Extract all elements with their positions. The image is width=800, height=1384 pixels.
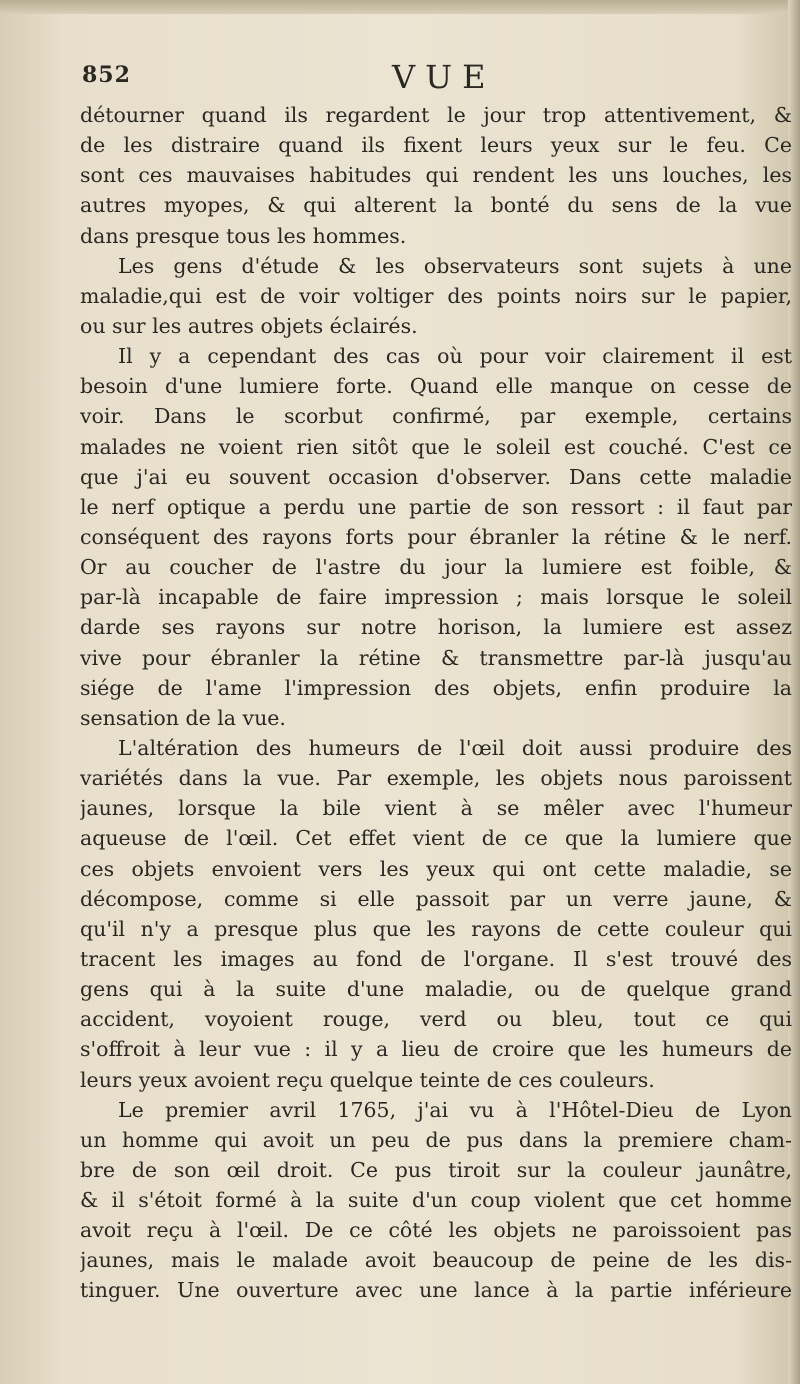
paragraph bbox=[80, 341, 792, 733]
text-line: tracent les images au fond de l'organe. Il s'est trouvé des bbox=[80, 946, 792, 971]
text-line: Les gens d'étude & les observateurs sont sujets à une bbox=[118, 253, 792, 278]
text-line: darde ses rayons sur notre horison, la lumiere est assez bbox=[80, 615, 792, 640]
text-line: un homme qui avoit un peu de pus dans la premiere cham- bbox=[80, 1127, 792, 1152]
text-line: qu'il n'y a presque plus que les rayons de cette couleur qui bbox=[80, 916, 792, 941]
paragraph bbox=[80, 251, 792, 341]
text-line: autres myopes, & qui alterent la bonté du sens de la vue bbox=[80, 193, 792, 218]
text-line: tinguer. Une ouverture avec une lance à la partie inférieure bbox=[80, 1278, 792, 1303]
text-line: s'offroit à leur vue : il y a lieu de croire que les humeurs de bbox=[80, 1037, 792, 1062]
text-line: dans presque tous les hommes. bbox=[80, 223, 407, 248]
text-line: aqueuse de l'œil. Cet effet vient de ce que la lumiere que bbox=[80, 826, 792, 851]
text-line: leurs yeux avoient reçu quelque teinte de ces couleurs. bbox=[80, 1067, 655, 1092]
text-line: variétés dans la vue. Par exemple, les objets nous paroissent bbox=[80, 766, 792, 791]
body-text bbox=[80, 100, 792, 1306]
text-line: que j'ai eu souvent occasion d'observer. Dans cette maladie bbox=[80, 464, 792, 489]
text-line: sensation de la vue. bbox=[80, 705, 286, 730]
paragraph bbox=[80, 733, 792, 1095]
text-line: jaunes, mais le malade avoit beaucoup de peine de les dis- bbox=[80, 1248, 792, 1273]
page-header bbox=[82, 58, 782, 98]
text-line: bre de son œil droit. Ce pus tiroit sur la couleur jaunâtre, bbox=[80, 1157, 792, 1182]
text-line: ou sur les autres objets éclairés. bbox=[80, 313, 418, 338]
page-top-edge bbox=[0, 0, 800, 14]
text-line: décompose, comme si elle passoit par un verre jaune, & bbox=[80, 886, 792, 911]
text-line: détourner quand ils regardent le jour trop attentivement, & bbox=[80, 103, 792, 127]
paragraph bbox=[80, 100, 792, 251]
text-line: Or au coucher de l'astre du jour la lumiere est foible, & bbox=[80, 555, 792, 580]
paragraph bbox=[80, 1095, 792, 1306]
text-line: siége de l'ame l'impression des objets, enfin produire la bbox=[80, 675, 792, 700]
text-line: accident, voyoient rouge, verd ou bleu, tout ce qui bbox=[80, 1007, 792, 1032]
text-line: vive pour ébranler la rétine & transmettre par-là jusqu'au bbox=[80, 645, 792, 670]
text-line: voir. Dans le scorbut confirmé, par exemple, certains bbox=[80, 404, 792, 429]
text-line: avoit reçu à l'œil. De ce côté les objets ne paroissoient pas bbox=[80, 1218, 792, 1243]
text-line: L'altération des humeurs de l'œil doit aussi produire des bbox=[118, 735, 792, 760]
text-line: de les distraire quand ils fixent leurs yeux sur le feu. Ce bbox=[80, 133, 792, 158]
text-line: jaunes, lorsque la bile vient à se mêler avec l'humeur bbox=[80, 796, 792, 821]
text-line: Il y a cependant des cas où pour voir clairement il est bbox=[118, 344, 792, 369]
text-line: & il s'étoit formé à la suite d'un coup violent que cet homme bbox=[80, 1188, 792, 1213]
text-line: par-là incapable de faire impression ; mais lorsque le soleil bbox=[80, 585, 792, 610]
text-line: ces objets envoient vers les yeux qui ont cette maladie, se bbox=[80, 856, 792, 881]
text-line: sont ces mauvaises habitudes qui rendent les uns louches, les bbox=[80, 163, 792, 188]
running-head: VUE bbox=[392, 58, 496, 96]
page-number: 852 bbox=[82, 62, 131, 88]
text-line: conséquent des rayons forts pour ébranler la rétine & le nerf. bbox=[80, 524, 792, 549]
text-line: maladie,qui est de voir voltiger des points noirs sur le papier, bbox=[80, 283, 792, 308]
text-line: gens qui à la suite d'une maladie, ou de quelque grand bbox=[80, 977, 792, 1002]
text-line: Le premier avril 1765, j'ai vu à l'Hôtel-Dieu de Lyon bbox=[118, 1097, 792, 1122]
text-line: le nerf optique a perdu une partie de son ressort : il faut par bbox=[80, 494, 792, 519]
text-line: malades ne voient rien sitôt que le soleil est couché. C'est ce bbox=[80, 434, 792, 459]
text-line: besoin d'une lumiere forte. Quand elle manque on cesse de bbox=[80, 374, 792, 399]
